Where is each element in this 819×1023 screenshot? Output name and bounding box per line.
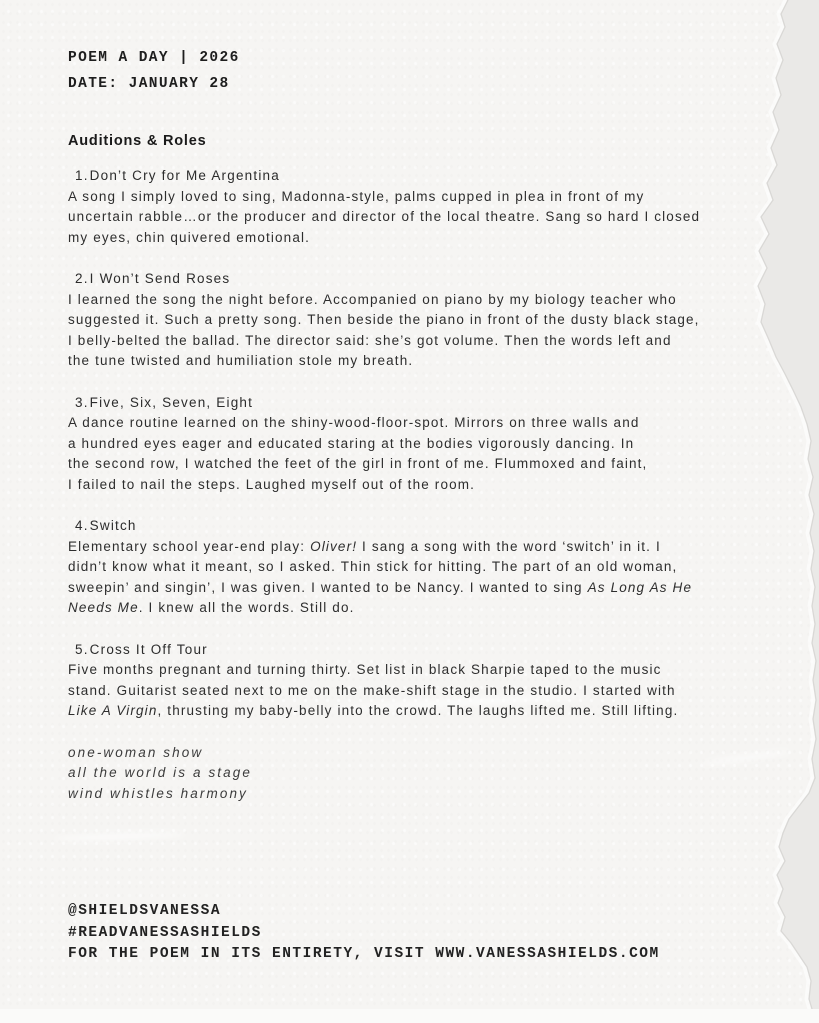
footer-line: @SHIELDSVANESSA [68,903,222,919]
masthead-line: POEM A DAY | 2026 [68,50,240,66]
text: a hundred eyes eager and educated staring at the bodies vigorously dancing. In [68,435,635,451]
paragraph-line [68,660,783,681]
paragraph-line [68,228,783,249]
paragraph-line [68,207,783,228]
text: Elementary school year-end play: [68,538,311,554]
text: stand. Guitarist seated next to me on the make-shift stage in the studio. I started with [68,682,676,698]
footer-block [68,901,783,966]
haiku-line: one-woman show [68,744,204,760]
section-number: 5. [75,641,89,657]
masthead [68,45,783,97]
footer-line: FOR THE POEM IN ITS ENTIRETY, VISIT WWW.VANESSASHIELDS.COM [68,946,660,962]
paragraph-line [68,187,783,208]
section-title-text: Don’t Cry for Me Argentina [89,168,280,183]
section-number: 2. [75,271,89,286]
italic-text: Oliver! [310,538,358,554]
section-title-text: Cross It Off Tour [89,641,208,657]
section-number: 3. [75,394,89,410]
text: Five months pregnant and turning thirty. Set list in black Sharpie taped to the music [68,662,662,677]
text: the second row, I watched the feet of the girl in front of me. Flummoxed and faint, [68,456,648,471]
poem-section [68,166,783,248]
paragraph-line [68,557,783,578]
poem-content [68,45,783,966]
section-title [68,516,783,537]
paragraph-line [68,413,783,434]
poem-heading: Auditions & Roles [68,133,207,149]
haiku-line: all the world is a stage [68,765,252,780]
paragraph-line [68,351,783,372]
section-number: 1. [75,168,89,183]
poem-section [68,640,783,722]
paragraph-line [68,537,783,558]
haiku-block [68,743,783,805]
text: didn’t know what it meant, so I asked. Thin stick for hitting. The part of an old woman, [68,559,678,574]
text: . I knew all the words. Still do. [138,600,355,615]
paragraph-line [68,681,783,702]
text: suggested it. Such a pretty song. Then beside the piano in front of the dusty black stage, [68,312,700,327]
haiku-line: wind whistles harmony [68,785,248,801]
section-title-text: Five, Six, Seven, Eight [89,394,254,410]
section-title-text: Switch [89,518,137,533]
paragraph-line [68,454,783,475]
text: I belly-belted the ballad. The director said: she’s got volume. Then the words left and [68,332,672,348]
text: uncertain rabble…or the producer and director of the local theatre. Sang so hard I closed [68,209,701,224]
paragraph-line [68,331,783,352]
italic-text: As Long As He [587,579,693,595]
paragraph-line [68,578,783,599]
masthead-line: DATE: JANUARY 28 [68,76,230,92]
paragraph-line [68,290,783,311]
paragraph-line [68,475,783,496]
surface-below-paper [0,1009,819,1023]
paragraph-line [68,598,783,619]
text: , thrusting my baby-belly into the crowd. The laughs lifted me. Still lifting. [157,703,679,718]
poem-section [68,269,783,372]
text: sweepin’ and singin’, I was given. I wanted to be Nancy. I wanted to sing [68,579,588,595]
section-title [68,640,783,661]
paragraph-line [68,310,783,331]
paragraph-line [68,434,783,455]
italic-text: Needs Me [68,600,139,615]
italic-text: Like A Virgin [68,703,158,718]
footer-line: #READVANESSASHIELDS [68,924,262,941]
text: A song I simply loved to sing, Madonna-style, palms cupped in plea in front of my [68,188,645,204]
section-title [68,166,783,187]
poem-section [68,516,783,619]
text: I failed to nail the steps. Laughed myself out of the room. [68,476,476,492]
poem-section [68,393,783,496]
text: I sang a song with the word ‘switch’ in it. I [357,538,661,554]
paragraph-line [68,701,783,722]
section-title [68,393,783,414]
text: I learned the song the night before. Accompanied on piano by my biology teacher who [68,291,677,307]
text: A dance routine learned on the shiny-wood-floor-spot. Mirrors on three walls and [68,415,640,430]
section-number: 4. [75,518,89,533]
text: the tune twisted and humiliation stole my breath. [68,353,414,368]
text: my eyes, chin quivered emotional. [68,229,311,245]
poem-sections [68,166,783,722]
section-title [68,269,783,290]
section-title-text: I Won’t Send Roses [89,271,231,286]
